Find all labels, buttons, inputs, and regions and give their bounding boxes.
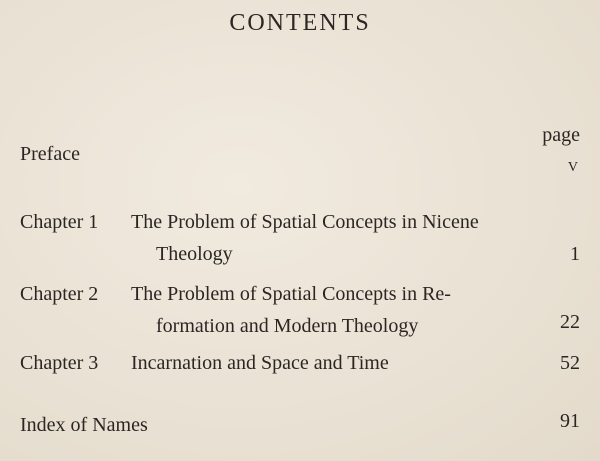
chapter-title-line-2: Theology xyxy=(156,243,233,265)
toc-entry-preface: Preface xyxy=(20,143,80,165)
chapter-title xyxy=(131,278,531,342)
toc-page-preface: v xyxy=(567,154,578,176)
chapter-title-line-1: The Problem of Spatial Concepts in Nicene xyxy=(131,211,479,233)
chapter-page-number: 1 xyxy=(570,243,580,265)
chapter-number: Chapter 3 xyxy=(20,352,99,374)
chapter-title-line-1: Incarnation and Space and Time xyxy=(131,352,389,374)
chapter-title xyxy=(131,347,531,379)
page-column-label: page xyxy=(542,124,580,146)
chapter-number: Chapter 1 xyxy=(20,211,99,233)
chapter-title-line-2: formation and Modern Theology xyxy=(156,315,419,337)
chapter-number: Chapter 2 xyxy=(20,283,99,305)
toc-page-index: 91 xyxy=(560,410,580,432)
chapter-title xyxy=(131,206,531,270)
chapter-page-number: 52 xyxy=(560,352,580,374)
contents-heading: CONTENTS xyxy=(229,10,371,36)
toc-entry-index: Index of Names xyxy=(20,414,148,436)
chapter-page-number: 22 xyxy=(560,311,580,333)
chapter-title-line-1: The Problem of Spatial Concepts in Re- xyxy=(131,283,451,305)
